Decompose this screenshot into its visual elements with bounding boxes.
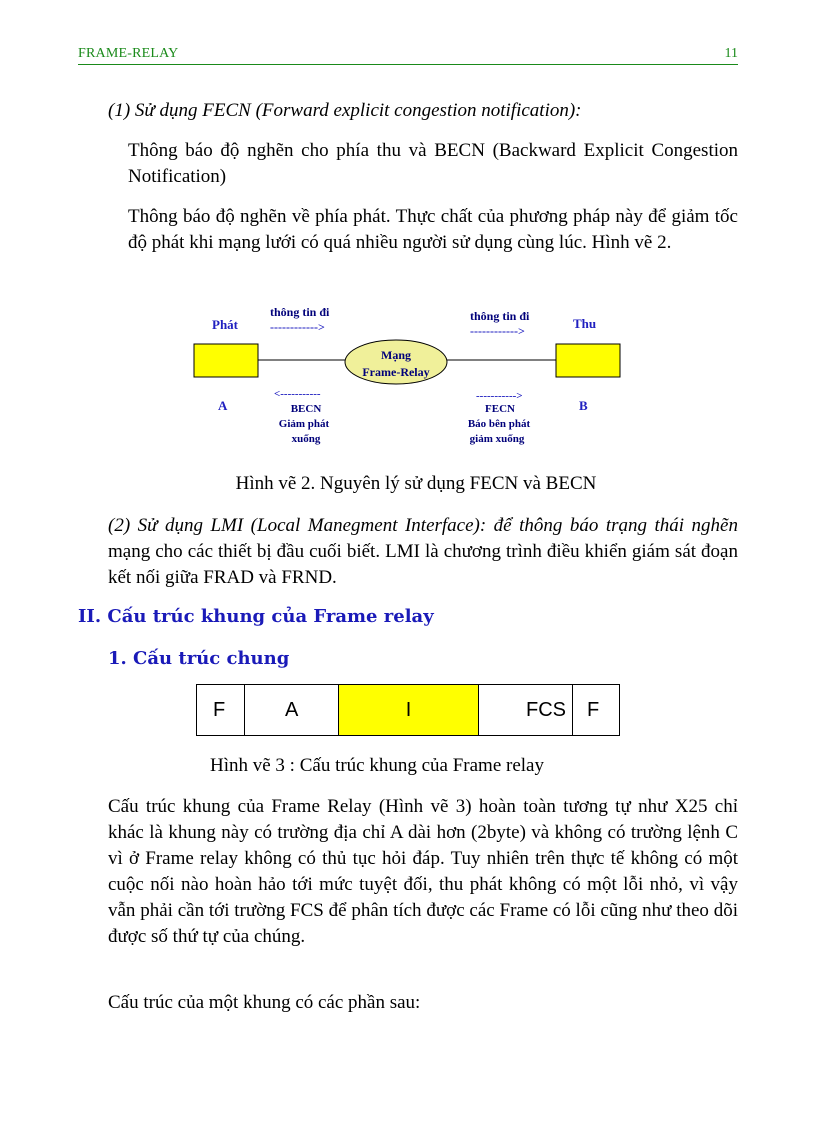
arrow-right-fecn: -----------> <box>476 390 523 402</box>
fecn-heading: (1) Sử dụng FECN (Forward explicit congestion notification): <box>108 100 582 121</box>
lmi-paragraph <box>108 513 738 591</box>
frame-cell-a: A <box>245 685 339 735</box>
header-rule <box>78 64 738 65</box>
subsection-1-heading: 1. Cấu trúc chung <box>108 648 290 669</box>
becn-label: BECN <box>290 403 322 415</box>
fecn-paragraph-1: Thông báo độ nghẽn cho phía thu và BECN (Backward Explicit Congestion Notification) <box>128 140 738 187</box>
figure-2-caption: Hình vẽ 2. Nguyên lý sử dụng FECN và BECN <box>235 473 597 494</box>
fecn-becn-diagram <box>190 300 630 456</box>
arrow-left: <----------- <box>274 388 321 400</box>
becn-desc-2: xuống <box>291 433 321 445</box>
fecn-desc-2: giảm xuống <box>469 433 525 445</box>
arrow-right-left: ------------> <box>270 320 325 334</box>
arrow-right-right: ------------> <box>470 324 525 338</box>
node-a-label: A <box>218 398 228 413</box>
thu-label: Thu <box>573 316 597 331</box>
section-ii-heading: II. Cấu trúc khung của Frame relay <box>78 606 434 627</box>
network-label-1: Mạng <box>381 348 411 362</box>
receiver-box <box>556 344 620 377</box>
node-b-label: B <box>579 398 588 413</box>
frame-cell-fcs: FCS <box>479 685 573 735</box>
frame-cell-f-start: F <box>197 685 245 735</box>
network-label-2: Frame-Relay <box>362 365 430 379</box>
frame-cell-i: I <box>339 685 479 735</box>
figure-3-caption: Hình vẽ 3 : Cấu trúc khung của Frame relay <box>210 755 544 776</box>
info-label-left: thông tin đi <box>270 305 330 319</box>
lmi-lead: (2) Sử dụng LMI (Local Manegment Interface): để thông báo trạng thái nghẽn <box>108 515 738 536</box>
becn-desc-1: Giảm phát <box>278 418 330 430</box>
sender-box <box>194 344 258 377</box>
running-header-title: FRAME-RELAY <box>78 46 179 61</box>
frame-cell-f-end: F <box>587 698 600 721</box>
info-label-right: thông tin đi <box>470 309 530 323</box>
frame-structure-diagram <box>196 684 620 736</box>
fecn-paragraph-2: Thông báo độ nghẽn về phía phát. Thực chất của phương pháp này để giảm tốc độ phát khi mạng lưới có quá nhiều người sử dụng cùng lúc. Hình vẽ 2. <box>128 206 738 253</box>
phat-label: Phát <box>212 317 238 332</box>
closing-paragraph: Cấu trúc của một khung có các phần sau: <box>108 992 421 1013</box>
frame-structure-paragraph: Cấu trúc khung của Frame Relay (Hình vẽ 3) hoàn toàn tương tự như X25 chỉ khác là khung này có trường địa chỉ A dài hơn (2byte) và không có trường lệnh C vì ở Frame relay không có thủ tục hỏi đáp. Tuy nhiên trên thực tế không có một cuộc nối nào hoàn hảo tới mức tuyệt đối, thu phát không có một lỗi nhỏ, vì vậy vẫn phải cần tới trường FCS để phân tích được các Frame có lỗi cũng như theo dõi được số thứ tự của chúng. <box>108 796 738 947</box>
page-number: 11 <box>724 46 738 61</box>
fecn-label: FECN <box>485 403 515 415</box>
lmi-rest: mạng cho các thiết bị đầu cuối biết. LMI là chương trình điều khiển giám sát đoạn kết nối giữa FRAD và FRND. <box>108 541 738 588</box>
fecn-desc-1: Báo bên phát <box>467 418 531 430</box>
